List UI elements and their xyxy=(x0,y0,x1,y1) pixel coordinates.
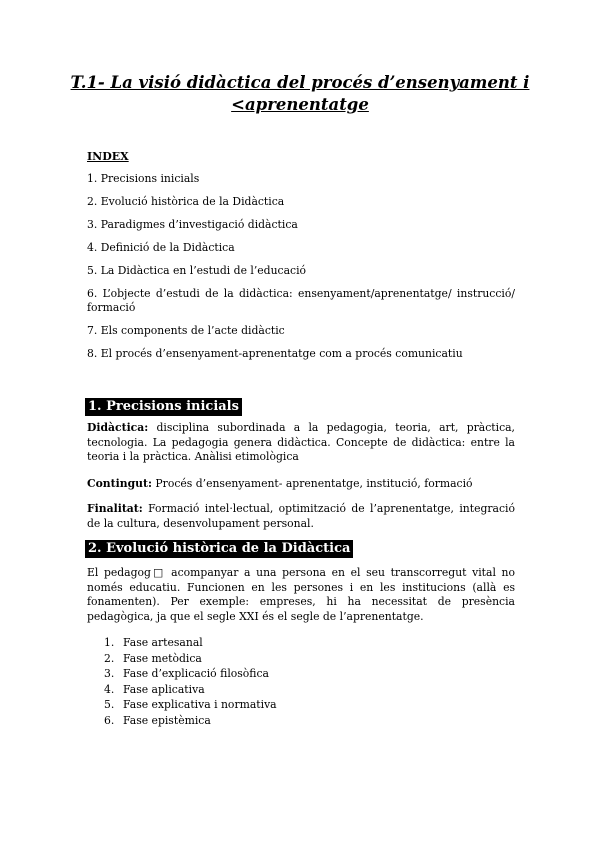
didactica-text: disciplina subordinada a la pedagogia, teoria, art, pràctica, tecnologia. La pedagogia genera didàctica. Concepte de didàctica: entre la teoria i la pràctica. Anàlisi etimològica xyxy=(87,421,515,463)
list-label: Fase explicativa i normativa xyxy=(123,698,277,711)
toc-item: 4. Definició de la Didàctica xyxy=(87,241,235,254)
toc-item: 2. Evolució històrica de la Didàctica xyxy=(87,195,285,208)
finalitat-text: Formació intel·lectual, optimització de l’aprenentatge, integració de la cultura, desenvolupament personal. xyxy=(87,502,515,530)
section-heading-2: 2. Evolució històrica de la Didàctica xyxy=(85,540,353,558)
toc-item: 7. Els components de l’acte didàctic xyxy=(87,324,285,337)
list-number: 1. xyxy=(104,636,115,649)
didactica-paragraph xyxy=(87,421,515,465)
phases-list xyxy=(104,635,277,728)
contingut-paragraph xyxy=(87,477,515,492)
toc-item: 6. L’objecte d’estudi de la didàctica: ensenyament/aprenentatge/ instrucció/ formació xyxy=(87,287,515,314)
list-number: 4. xyxy=(104,682,115,696)
list-label: Fase aplicativa xyxy=(123,682,205,696)
finalitat-label: Finalitat: xyxy=(87,502,143,515)
list-item xyxy=(104,651,277,667)
section-heading-1: 1. Precisions inicials xyxy=(85,398,242,416)
list-number: 5. xyxy=(104,698,115,711)
document-title: T.1- La visió didàctica del procés d’ensenyament i <aprenentatge xyxy=(70,73,530,114)
toc-item: 3. Paradigmes d’investigació didàctica xyxy=(87,218,298,231)
toc-item: 8. El procés d’ensenyament-aprenentatge com a procés comunicatiu xyxy=(87,347,463,360)
section2-paragraph: El pedagog□ acompanyar a una persona en el seu transcorregut vital no només educatiu. Funcionen en les persones i en les institucions (allà es fonamenten). Per exemple: empreses, hi ha necessitat de presència pedagògica, ja que el segle XXI és el segle de l’aprenentatge. xyxy=(87,566,515,623)
list-item xyxy=(104,635,277,651)
list-label: Fase artesanal xyxy=(123,636,203,649)
list-number: 6. xyxy=(104,713,115,727)
list-label: Fase epistèmica xyxy=(123,713,211,727)
list-number: 2. xyxy=(104,651,115,665)
list-label: Fase d’explicació filosòfica xyxy=(123,667,269,680)
contingut-text: Procés d’ensenyament- aprenentatge, institució, formació xyxy=(151,477,473,490)
list-item xyxy=(104,682,277,698)
didactica-label: Didàctica: xyxy=(87,421,149,434)
table-of-contents xyxy=(87,172,515,361)
list-item xyxy=(104,713,277,729)
list-label: Fase metòdica xyxy=(123,651,202,665)
toc-item: 5. La Didàctica en l’estudi de l’educació xyxy=(87,264,307,277)
contingut-label: Contingut: xyxy=(87,477,152,490)
list-item xyxy=(104,666,277,682)
index-heading: INDEX xyxy=(87,150,129,163)
finalitat-paragraph xyxy=(87,502,515,531)
list-item xyxy=(104,697,277,713)
list-number: 3. xyxy=(104,667,115,680)
toc-item: 1. Precisions inicials xyxy=(87,172,200,185)
